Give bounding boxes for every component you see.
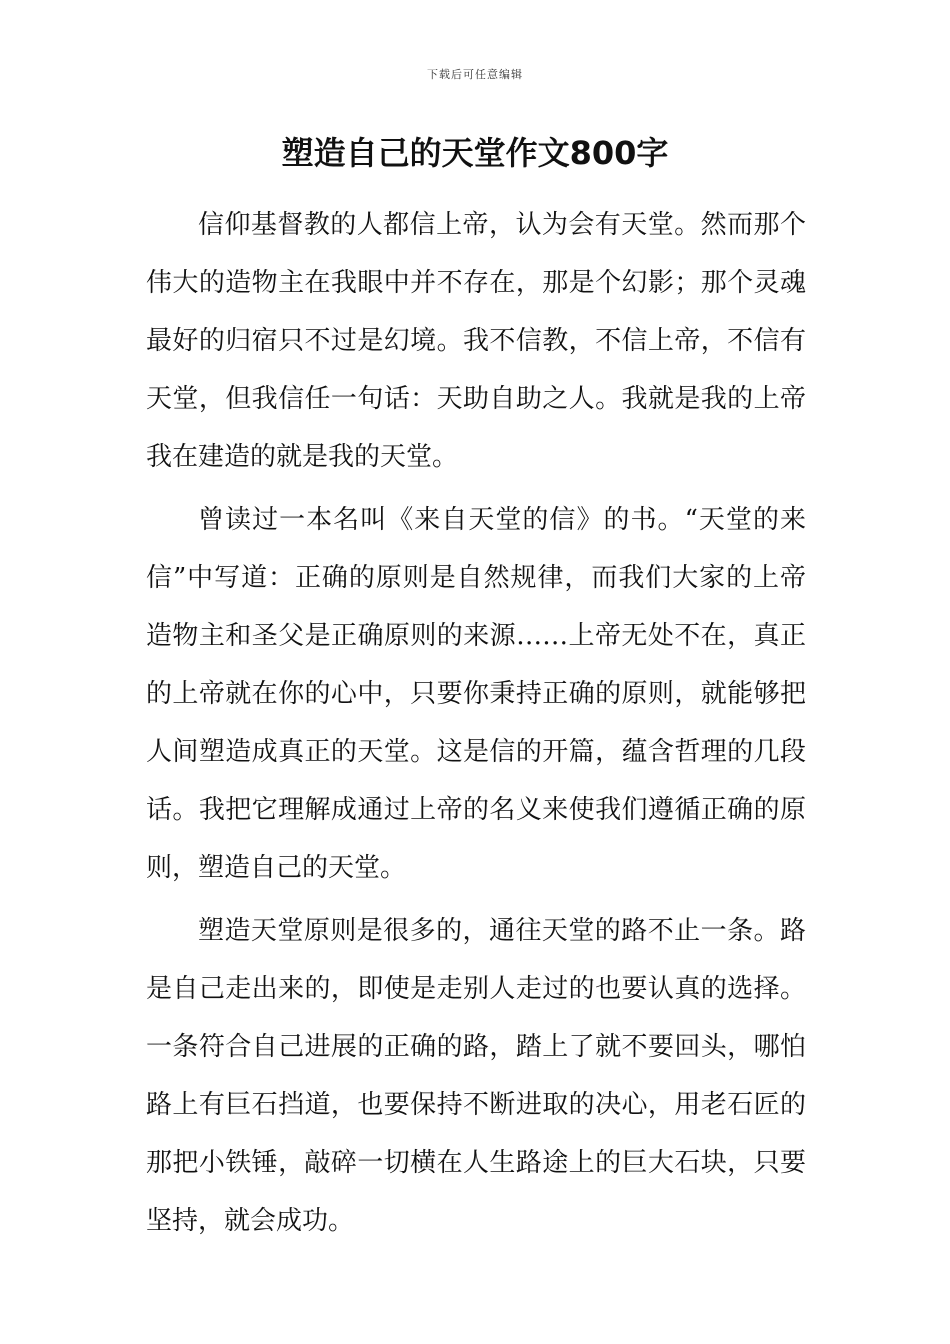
header-note: 下载后可任意编辑 xyxy=(427,68,523,81)
paragraph-3: 塑造天堂原则是很多的，通往天堂的路不止一条。路是自己走出来的，即使是走别人走过的也要认真的选择。一条符合自己进展的正确的路，踏上了就不要回头，哪怕路上有巨石挡道，也要保持不断进取的决心，用老石匠的那把小铁锤，敲碎一切横在人生路途上的巨大石块，只要坚持，就会成功。 xyxy=(146,916,806,1236)
paragraph-2: 曾读过一本名叫《来自天堂的信》的书。“天堂的来信”中写道：正确的原则是自然规律，而我们大家的上帝造物主和圣父是正确原则的来源……上帝无处不在，真正的上帝就在你的心中，只要你秉持正确的原则，就能够把人间塑造成真正的天堂。这是信的开篇，蕴含哲理的几段话。我把它理解成通过上帝的名义来使我们遵循正确的原则，塑造自己的天堂。 xyxy=(146,505,806,883)
document-body xyxy=(146,196,806,1255)
document-title: 塑造自己的天堂作文800字 xyxy=(281,134,669,172)
paragraph-1: 信仰基督教的人都信上帝，认为会有天堂。然而那个伟大的造物主在我眼中并不存在，那是个幻影；那个灵魂最好的归宿只不过是幻境。我不信教，不信上帝，不信有天堂，但我信任一句话：天助自助之人。我就是我的上帝我在建造的就是我的天堂。 xyxy=(146,210,806,472)
